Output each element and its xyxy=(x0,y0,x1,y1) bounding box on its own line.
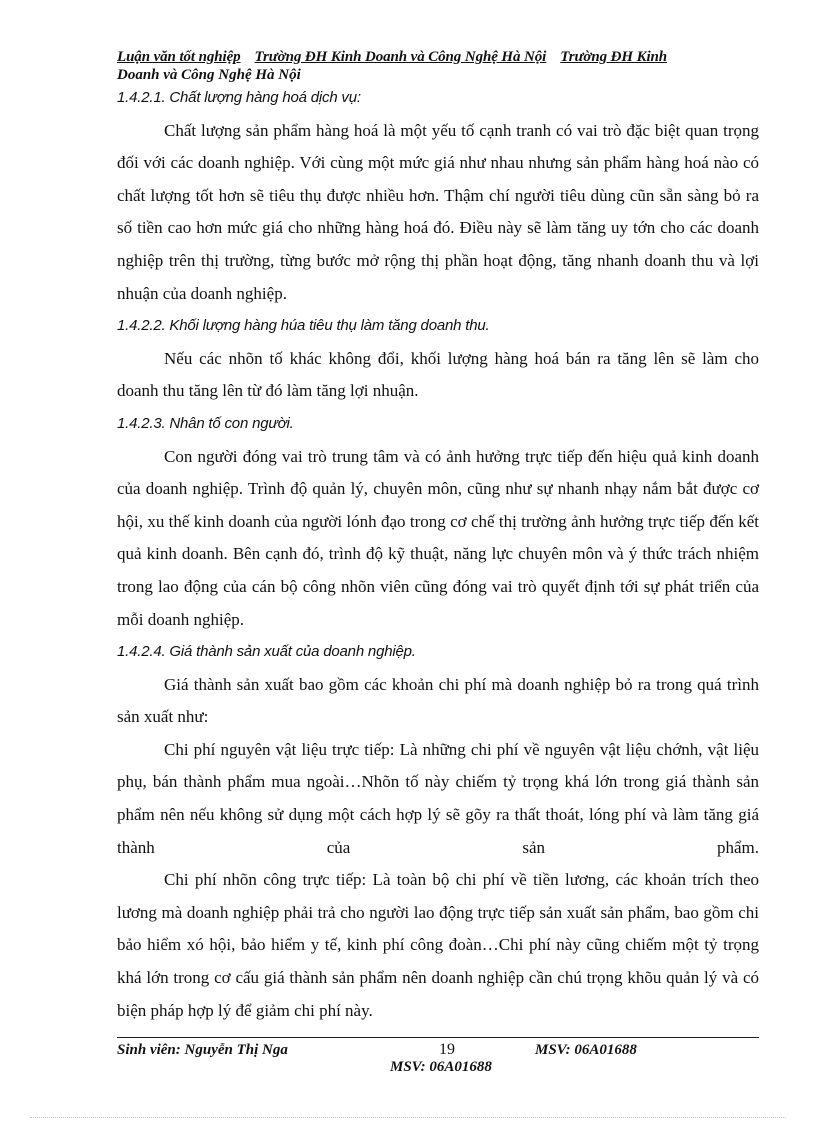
section-heading-1-4-2-1: 1.4.2.1. Chất lượng hàng hoá dịch vụ: xyxy=(117,89,361,106)
section-heading-1-4-2-4: 1.4.2.4. Giá thành sản xuất của doanh nghiệp. xyxy=(117,643,416,661)
paragraph: Giá thành sản xuất bao gồm các khoản chi phí mà doanh nghiệp bỏ ra trong quá trình sản xuất như: xyxy=(117,674,759,727)
page-header xyxy=(117,48,759,84)
header-thesis-label: Luận văn tốt nghiệp xyxy=(117,49,241,65)
paragraph: Chất lượng sản phẩm hàng hoá là một yếu tố cạnh tranh có vai trò đặc biệt quan trọng đối với các doanh nghiệp. Với cùng một mức giá như nhau nhưng sản phẩm hàng hoá nào có chất lượng tốt hơn sẽ tiêu thụ được nhiều hơn. Thậm chí người tiêu dùng cũn sẵn sàng bỏ ra số tiền cao hơn mức giá cho những hàng hoá đó. Điều này sẽ làm tăng uy tớn cho các doanh nghiệp trên thị trường, từng bước mở rộng thị phần hoạt động, tăng nhanh doanh thu và lợi nhuận của doanh nghiệp. xyxy=(117,120,759,303)
paragraph: Chi phí nhõn công trực tiếp: Là toàn bộ chi phí về tiền lương, các khoản trích theo lương mà doanh nghiệp phải trả cho người lao động trực tiếp sản xuất sản phẩm, bao gồm chi bảo hiểm xó hội, bảo hiểm y tế, kinh phí công đoàn…Chi phí này cũng chiếm một tỷ trọng khá lớn trong cơ cấu giá thành sản phẩm nên doanh nghiệp cần chú trọng khõu quản lý và có biện pháp hợp lý để giảm chi phí này. xyxy=(117,870,759,1020)
paragraph: Nếu các nhõn tố khác không đổi, khối lượng hàng hoá bán ra tăng lên sẽ làm cho doanh thu tăng lên từ đó làm tăng lợi nhuận. xyxy=(117,348,759,401)
document-body xyxy=(117,82,759,1027)
paragraph: Chi phí nguyên vật liệu trực tiếp: Là những chi phí về nguyên vật liệu chớnh, vật liệu phụ, bán thành phẩm mua ngoài…Nhõn tố này chiếm tỷ trọng khá lớn trong giá thành sản phẩm nên nếu không sử dụng một cách hợp lý sẽ gõy ra thất thoát, lóng phí và làm tăng giá thành của sản phẩm. xyxy=(117,739,759,857)
header-university: Trường ĐH Kinh Doanh và Công Nghệ Hà Nội xyxy=(254,49,547,65)
section-heading-1-4-2-3: 1.4.2.3. Nhân tố con người. xyxy=(117,414,294,432)
section-heading-1-4-2-2: 1.4.2.2. Khối lượng hàng húa tiêu thụ làm tăng doanh thu. xyxy=(117,317,490,335)
header-line-2: Doanh và Công Nghệ Hà Nội xyxy=(117,67,301,83)
footer-divider xyxy=(117,1037,759,1038)
page-bottom-divider xyxy=(30,1117,786,1118)
header-line-1 xyxy=(117,48,759,66)
header-university-continued: Trường ĐH Kinh xyxy=(560,49,668,65)
footer-student-name: Sinh viên: Nguyễn Thị Nga xyxy=(117,1042,288,1058)
footer-student-id: MSV: 06A01688 xyxy=(535,1042,637,1058)
page-number: 19 xyxy=(439,1041,455,1058)
footer-student-id-repeat: MSV: 06A01688 xyxy=(390,1059,492,1075)
paragraph: Con người đóng vai trò trung tâm và có ảnh hưởng trực tiếp đến hiệu quả kinh doanh của doanh nghiệp. Trình độ quản lý, chuyên môn, cũng như sự nhanh nhạy nắm bắt được cơ hội, xu thế kinh doanh của người lónh đạo trong cơ chế thị trường ảnh hưởng trực tiếp đến kết quả kinh doanh. Bên cạnh đó, trình độ kỹ thuật, năng lực chuyên môn và ý thức trách nhiệm trong lao động của cán bộ công nhõn viên cũng đóng vai trò quyết định tới sự phát triển của mỗi doanh nghiệp. xyxy=(117,446,759,629)
